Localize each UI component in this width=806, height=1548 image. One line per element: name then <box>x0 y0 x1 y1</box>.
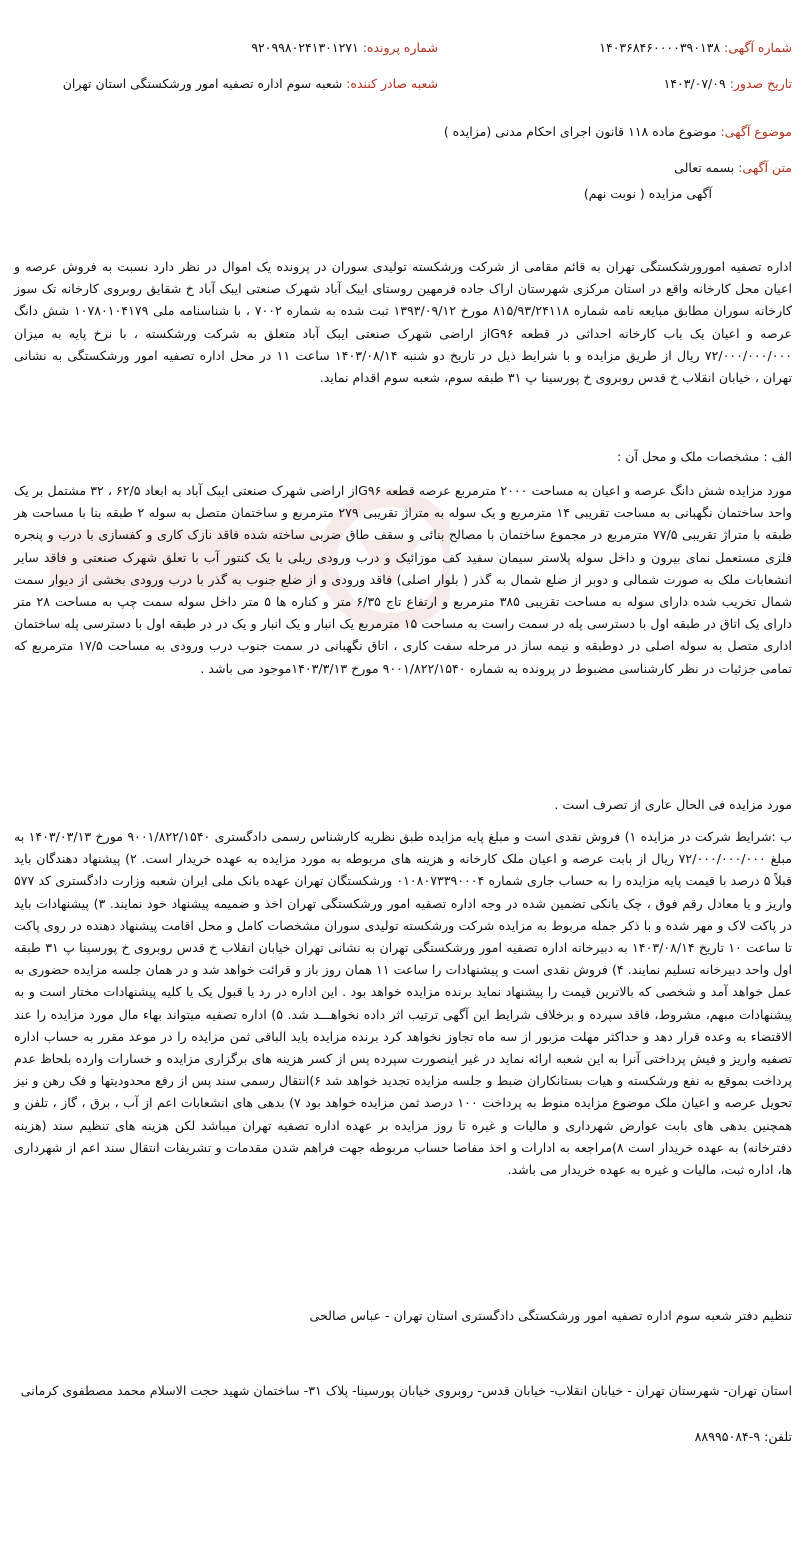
intro-paragraph: اداره تصفیه امورورشکستگی تهران به قائم مقامی از شرکت ورشکسته تولیدی سوران در پرونده یک اموال در نظر دارد نسبت به فروش عرصه و اعیان محل کارخانه واقع در استان مرکزی شهرستان اراک جاده فرمهین روستای ایبک آباد شهرک صنعتی ایبک آباد خ شقایق روبروی کارخانه تک سوز کارخانه سوران مطابق مبایعه نامه شماره ۸۱۵/۹۳/۲۴۱۱۸ مورخ ۱۳۹۳/۰۹/۱۲ ثبت شده به شماره ۷۰۰۲ ، با شناسنامه ملی ۱۰۷۸۰۱۰۴۱۷۹ شش دانگ عرصه و اعیان یک باب کارخانه احداثی در قطعه G۹۶از اراضی شهرک صنعتی ایبک آباد متعلق به شرکت ورشکسته ، با نرخ پایه به میزان ۷۲/۰۰۰/۰۰۰/۰۰۰ ریال از طریق مزایده و با شرایط ذیل در تاریخ دو شنبه ۱۴۰۳/۰۸/۱۴ ساعت ۱۱ در محل اداره تصفیه امور ورشکستگی به نشانی تهران ، خیابان انقلاب خ قدس روبروی خ پورسینا پ ۳۱ طبقه سوم، شعبه سوم اقدام نماید. <box>14 259 793 386</box>
ad-text-row <box>674 160 792 176</box>
footer-address: استان تهران- شهرستان تهران - خیابان انقلاب- خیابان قدس- روبروی خیابان پورسینا- پلاک ۳۱- ساختمان شهید حجت الاسلام محمد مصطفوی کرمانی <box>20 1383 792 1398</box>
case-number-row <box>251 40 438 56</box>
issue-date-row <box>664 76 792 92</box>
subject-label: موضوع آگهی: <box>720 124 792 139</box>
ad-number-label: شماره آگهی: <box>724 40 792 55</box>
subject-row <box>444 124 792 140</box>
subject: موضوع ماده ۱۱۸ قانون اجرای احکام مدنی (مزایده ) <box>443 124 717 139</box>
issue-date-label: تاریخ صدور: <box>729 76 792 91</box>
ad-number-row <box>599 40 792 56</box>
ad-number: ۱۴۰۳۶۸۴۶۰۰۰۰۳۹۰۱۳۸ <box>599 40 721 55</box>
section-alef-title: الف : مشخصات ملک و محل آن : <box>616 449 792 464</box>
ad-text-label: متن آگهی: <box>738 160 792 175</box>
status-line: مورد مزایده فی الحال عاری از تصرف است . <box>554 797 792 812</box>
case-number-label: شماره پرونده: <box>362 40 438 55</box>
issuing-branch-label: شعبه صادر کننده: <box>346 76 438 91</box>
footer-phone: تلفن: ۹-۸۸۹۹۵۰۸۴ <box>694 1429 792 1444</box>
signature-line: تنظیم دفتر شعبه سوم اداره تصفیه امور ورشکستگی دادگستری استان تهران - عباس صالحی <box>309 1308 792 1323</box>
issue-date: ۱۴۰۳/۰۷/۰۹ <box>663 76 726 91</box>
bismillah: بسمه تعالی <box>674 160 735 175</box>
ad-title: آگهی مزایده ( نوبت نهم) <box>583 186 712 201</box>
section-alef-paragraph: مورد مزایده شش دانگ عرصه و اعیان به مساحت ۲۰۰۰ مترمربع عرصه قطعه G۹۶از اراضی شهرک صنعتی ایبک آباد به ابعاد ۶۲/۵ ، ۳۲ مشتمل بر یک واحد ساختمان نگهبانی به مساحت تقریبی ۱۴ مترمربع و یک سوله به متراژ تقریبی ۲۷۹ مترمربع و ساختمان متصل به سوله ۲ طبقه بنا با مساحت هر طبقه با متراژ تقریبی ۷۷/۵ مترمربع در مجموع ساختمان با مصالح بنائی و سقف طاق ضربی ساخته شده فاقد نازک کاری و کفسازی با درب و پنجره فلزی مستعمل نمای بیرون و داخل سوله پلاستر سیمان سفید کف موزائیک و درب ورودی ریلی با یک کنتور آب با تعلق شهرک صنعتی و فاقد سایر انشعابات ملک به صورت شمالی و دوبر از ضلع شمال به گذر ( بلوار اصلی) فاقد ورودی و از ضلع جنوب به گذر با درب ورودی بخشی از دیوار سمت شمال تخریب شده دارای سوله به مساحت تقریبی ۳۸۵ مترمربع و ارتفاع تاج ۶/۳۵ متر و کناره ها ۵ متر داخل سوله سمت چپ به مساحت ۲۸ متر دارای یک اتاق در طبقه اول با دسترسی پله در سمت راست به مساحت ۱۵ مترمربع یک انبار و یک انبار و یک در در طبقه اول با دسترسی پله ساختمان اداری متصل به سوله اصلی در دوطبقه و نیمه ساز در مرحله سفت کاری ، اتاق نگهبانی در سمت جنوب درب ورودی به مساحت ۱۷/۵ مترمربع که تمامی جزئیات در نظر کارشناسی مضبوط در پرونده به شماره ۹۰۰۱/۸۲۲/۱۵۴۰ مورخ ۱۴۰۳/۳/۱۳موجود می باشد . <box>14 483 793 676</box>
issuing-branch: شعبه سوم اداره تصفیه امور ورشکستگی استان تهران <box>62 76 343 91</box>
case-number: ۹۲۰۹۹۸۰۲۴۱۳۰۱۲۷۱ <box>251 40 359 55</box>
section-be-paragraph: ب :شرایط شرکت در مزایده ۱) فروش نقدی است و مبلغ پایه مزایده طبق نظریه کارشناس رسمی دادگستری ۹۰۰۱/۸۲۲/۱۵۴۰ مورخ ۱۴۰۳/۰۳/۱۳ به مبلغ ۷۲/۰۰۰/۰۰۰/۰۰۰ ریال از بابت عرصه و اعیان ملک کارخانه و هزینه های مربوطه به مورد مزایده به عهده خریدار است. ۲) پیشنهاد دهندگان باید قبلاً ۵ درصد با قیمت پایه مزایده را به حساب جاری شماره ۰۱۰۸۰۷۳۳۹۰۰۰۴ ورشکستگان تهران عهده بانک ملی ایران شعبه وزارت دادگستری کد ۵۷۷ واریز و یا معادل رقم فوق ، چک بانکی تضمین شده در وجه اداره تصفیه امور ورشکستگی تهران اخذ و ضمیمه پیشنهاد خود نمایند. ۳) پیشنهادات باید در پاکت لاک و مهر شده و با ذکر جمله مربوط به مزایده شرکت ورشکسته تولیدی سوران مشخصات کامل و محل اقامت پیشنهاد دهنده در روی پاکت تا ساعت ۱۰ تاریخ ۱۴۰۳/۰۸/۱۴ به دبیرخانه اداره تصفیه امور ورشکستگی تهران به نشانی تهران خیابان انقلاب خ قدس روبروی خ پورسینا پ ۳۱ طبقه اول واحد دبیرخانه تسلیم نمایند. ۴) فروش نقدی است و پیشنهادات را ساعت ۱۱ همان روز باز و قرائت خواهد شد و در همان جلسه مزایده حضوری به عمل خواهد آمد و شخصی که بالاترین قیمت را پیشنهاد نماید برنده مزایده خواهد بود . این اداره در رد یا قبول یک یا کلیه پیشنهادات مختار است و به پیشنهادات مبهم، مشروط، فاقد سپرده و برخلاف شرایط این آگهی ترتیب اثر داده نخواهـــد شد. ۵) اداره تصفیه میتواند بهاء مال مورد مزایده را عند الاقتضاء به وعده قرار دهد و حداکثر مهلت مزبور از سه ماه تجاوز نخواهد کرد برنده مزایده باید الباقی ثمن مزایده را در موعد مقرر به حساب اداره تصفیه واریز و فیش پرداختی آنرا به این شعبه ارائه نماید در غیر اینصورت سپرده پس از کسر هزینه های برگزاری مزایده و خسارات وارده بلحاظ عدم پرداخت بموقع به نفع ورشکسته و هیات بستانکاران ضبط و جلسه مزایده تجدید خواهد شد ۶)انتقال رسمی سند پس از رفع محدودیتها و فک رهن و نیز تحویل عرصه و اعیان ملک موضوع مزایده منوط به پرداخت ۱۰۰ درصد ثمن مزایده خواهد بود ۷) بدهی های انشعابات اعم از آب ، برق ، گاز ، تلفن و همچنین بدهی های بابت عوارض شهرداری و مالیات و غیره تا روز مزایده بر عهده اداره تصفیه تهران میباشد لکن هزینه های تنظیم سند (هزینه دفترخانه) به عهده خریدار است ۸)مراجعه به ادارات و اخذ مفاصا حساب مربوطه جهت فراهم شدن مقدمات و تشریفات انتقال سند اعم از شهرداری ها، اداره ثبت، مالیات و غیره به عهده خریدار می باشد. <box>14 829 793 1178</box>
issuing-branch-row <box>63 76 438 92</box>
